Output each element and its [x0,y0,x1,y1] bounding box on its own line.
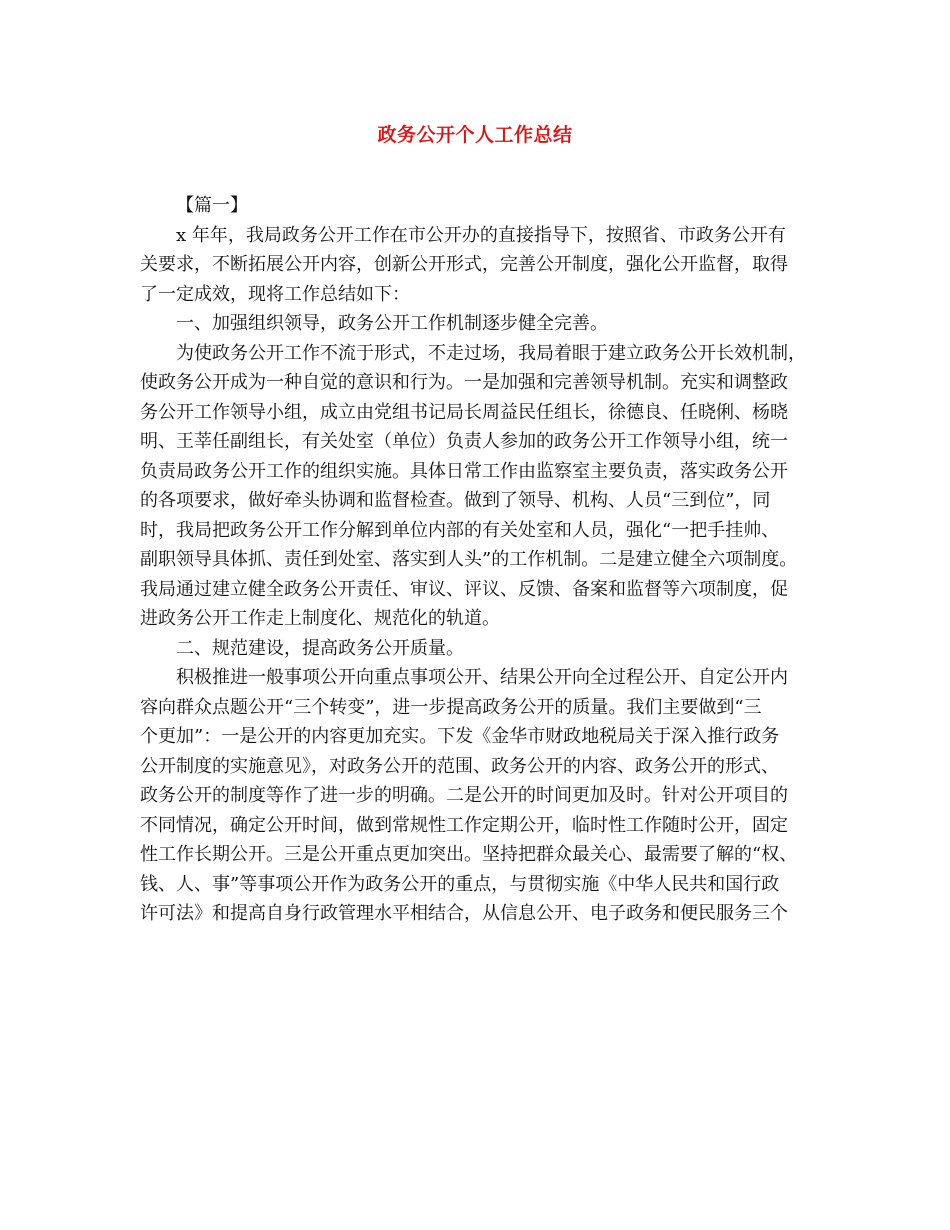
body-line: 积极推进一般事项公开向重点事项公开、结果公开向全过程公开、自定公开内 [176,667,788,688]
body-line: 为使政务公开工作不流于形式，不走过场，我局着眼于建立政务公开长效机制， [176,342,806,364]
body-line: 不同情况，确定公开时间，做到常规性工作定期公开，临时性工作随时公开，固定 [140,814,788,836]
body-line: 一、加强组织领导，政务公开工作机制逐步健全完善。 [176,313,608,334]
body-line: x 年年，我局政务公开工作在市公开办的直接指导下，按照省、市政务公开有 [176,224,786,246]
body-line: 使政务公开成为一种自觉的意识和行为。一是加强和完善领导机制。充实和调整政 [140,372,788,393]
body-line: 时，我局把政务公开工作分解到单位内部的有关处室和人员，强化“一把手挂帅、 [140,519,780,541]
body-line: 明、王莘任副组长，有关处室（单位）负责人参加的政务公开工作领导小组，统一 [140,431,788,452]
body-line: 负责局政务公开工作的组织实施。具体日常工作由监察室主要负责，落实政务公开 [140,460,788,482]
body-line: 公开制度的实施意见》，对政务公开的范围、政务公开的内容、政务公开的形式、 [140,755,779,777]
body-line: 性工作长期公开。三是公开重点更加突出。坚持把群众最关心、最需要了解的“权、 [140,844,798,865]
body-line: 的各项要求，做好牵头协调和监督检查。做到了领导、机构、人员“三到位”，同 [140,490,771,511]
body-line: 务公开工作领导小组，成立由党组书记局长周益民任组长，徐德良、任晓俐、杨晓 [140,401,788,423]
body-line: 容向群众点题公开“三个转变”，进一步提高政务公开的质量。我们主要做到“三 [140,696,762,718]
body-line: 二、规范建设，提高政务公开质量。 [176,637,464,659]
body-line: 钱、人、事”等事项公开作为政务公开的重点，与贯彻实施《中华人民共和国行政 [140,873,780,895]
body-line: 我局通过建立健全政务公开责任、审议、评议、反馈、备案和监督等六项制度，促 [140,578,788,600]
document-body [140,191,820,929]
body-line: 许可法》和提高自身行政管理水平相结合，从信息公开、电子政务和便民服务三个 [140,903,788,924]
body-line: 关要求，不断拓展公开内容，创新公开形式，完善公开制度，强化公开监督，取得 [140,254,788,275]
document-title: 政务公开个人工作总结 [377,124,573,146]
body-line: 副职领导具体抓、责任到处室、落实到人头”的工作机制。二是建立健全六项制度。 [140,549,798,570]
body-line: 个更加”：一是公开的内容更加充实。下发《金华市财政地税局关于深入推行政务 [140,726,780,747]
body-line: 进政务公开工作走上制度化、规范化的轨道。 [140,608,500,629]
body-line: 【篇一】 [176,195,248,216]
body-line: 了一定成效，现将工作总结如下： [140,283,410,305]
body-line: 政务公开的制度等作了进一步的明确。二是公开的时间更加及时。针对公开项目的 [140,785,788,806]
